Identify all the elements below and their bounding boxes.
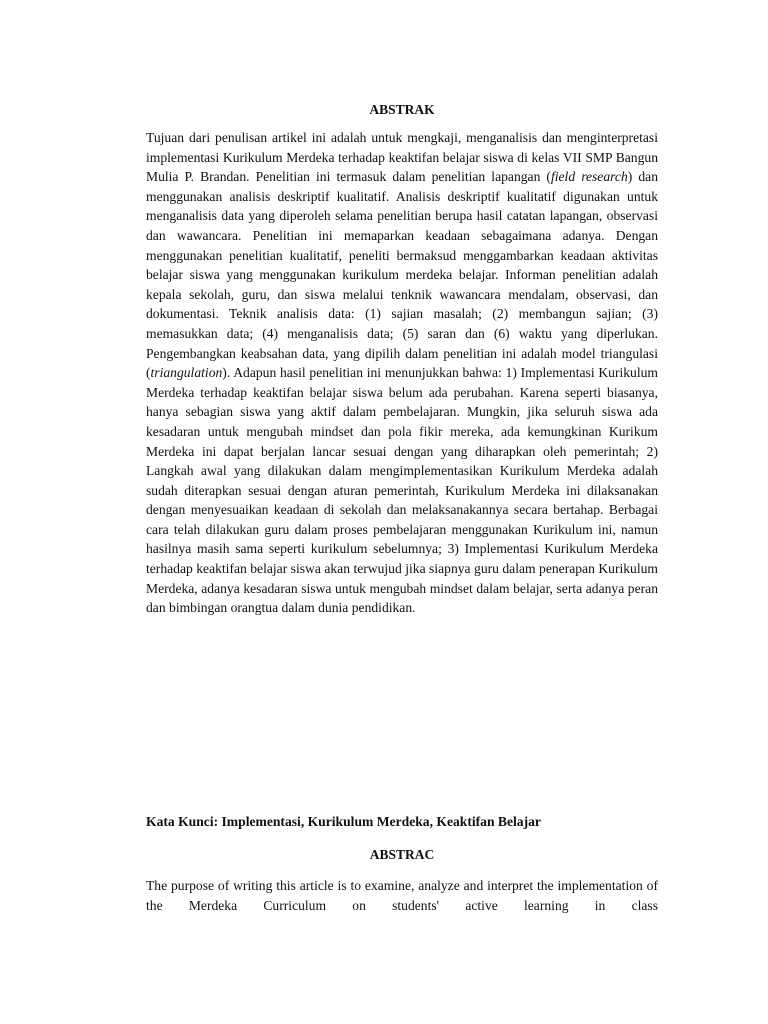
abstract-section <box>146 98 658 618</box>
abstract-text-part-2: ) dan menggunakan analisis deskriptif kualitatif. Analisis deskriptif kualitatif digunakan untuk menganalisis data yang diperoleh selama penelitian berupa hasil catatan lapangan, observasi dan wawancara. Penelitian ini memaparkan keadaan sebagaimana adanya. Dengan menggunakan penelitian kualitatif, peneliti bermaksud menggambarkan keadaan aktivitas belajar siswa yang menggunakan kurikulum merdeka belajar. Informan penelitian adalah kepala sekolah, guru, dan siswa melalui tenknik wawancara mendalam, observasi, dan dokumentasi. Teknik analisis data: (1) sajian masalah; (2) membangun sajian; (3) memasukkan data; (4) menganalisis data; (5) saran dan (6) waktu yang diperlukan. Pengembangkan keabsahan data, yang dipilih dalam penelitian ini adalah model triangulasi ( <box>146 169 658 381</box>
abstract-text-part-1: Tujuan dari penulisan artikel ini adalah untuk mengkaji, menganalisis dan menginterpretasi implementasi Kurikulum Merdeka terhadap keaktifan belajar siswa di kelas VII SMP Bangun Mulia P. Brandan. Penelitian ini termasuk dalam penelitian lapangan ( <box>146 130 658 185</box>
english-abstract-heading: ABSTRAC <box>369 847 435 862</box>
abstract-italic-term-2: triangulation <box>150 365 223 381</box>
abstract-text-part-3: ). Adapun hasil penelitian ini menunjukkan bahwa: 1) Implementasi Kurikulum Merdeka terhadap keaktifan belajar siswa belum ada perubahan. Karena seperti biasanya, hanya sebagian siswa yang aktif dalam pembelajaran. Mungkin, jika seluruh siswa ada kesadaran untuk mengubah mindset dan pola fikir mereka, ada kemungkinan Kurikum Merdeka ini dapat berjalan lancar sesuai dengan yang diharapkan oleh pemerintah; 2) Langkah awal yang dilakukan dalam mengimplementasikan Kurikulum Merdeka adalah sudah diterapkan sesuai dengan aturan pemerintah, Kurikulum Merdeka ini dilaksanakan dengan menyesuaikan keadaan di sekolah dan melaksanakannya secara bertahap. Berbagai cara telah dilakukan guru dalam proses pembelajaran menggunakan Kurikulum ini, namun hasilnya masih sama seperti kurikulum sebelumnya; 3) Implementasi Kurikulum Merdeka terhadap keaktifan belajar siswa akan terwujud jika siapnya guru dalam penerapan Kurikulum Merdeka, adanya kesadaran siswa untuk mengubah mindset dalam belajar, serta adanya peran dan bimbingan orangtua dalam dunia pendidikan. <box>146 365 658 616</box>
keywords-line: Kata Kunci: Implementasi, Kurikulum Merdeka, Keaktifan Belajar <box>146 814 541 829</box>
abstract-italic-term-1: field research <box>550 169 628 185</box>
english-abstract-paragraph: The purpose of writing this article is to examine, analyze and interpret the implementation of the Merdeka Curriculum on students' active learning in class <box>146 878 658 913</box>
abstract-heading: ABSTRAK <box>369 102 435 117</box>
abstract-paragraph <box>146 128 658 618</box>
